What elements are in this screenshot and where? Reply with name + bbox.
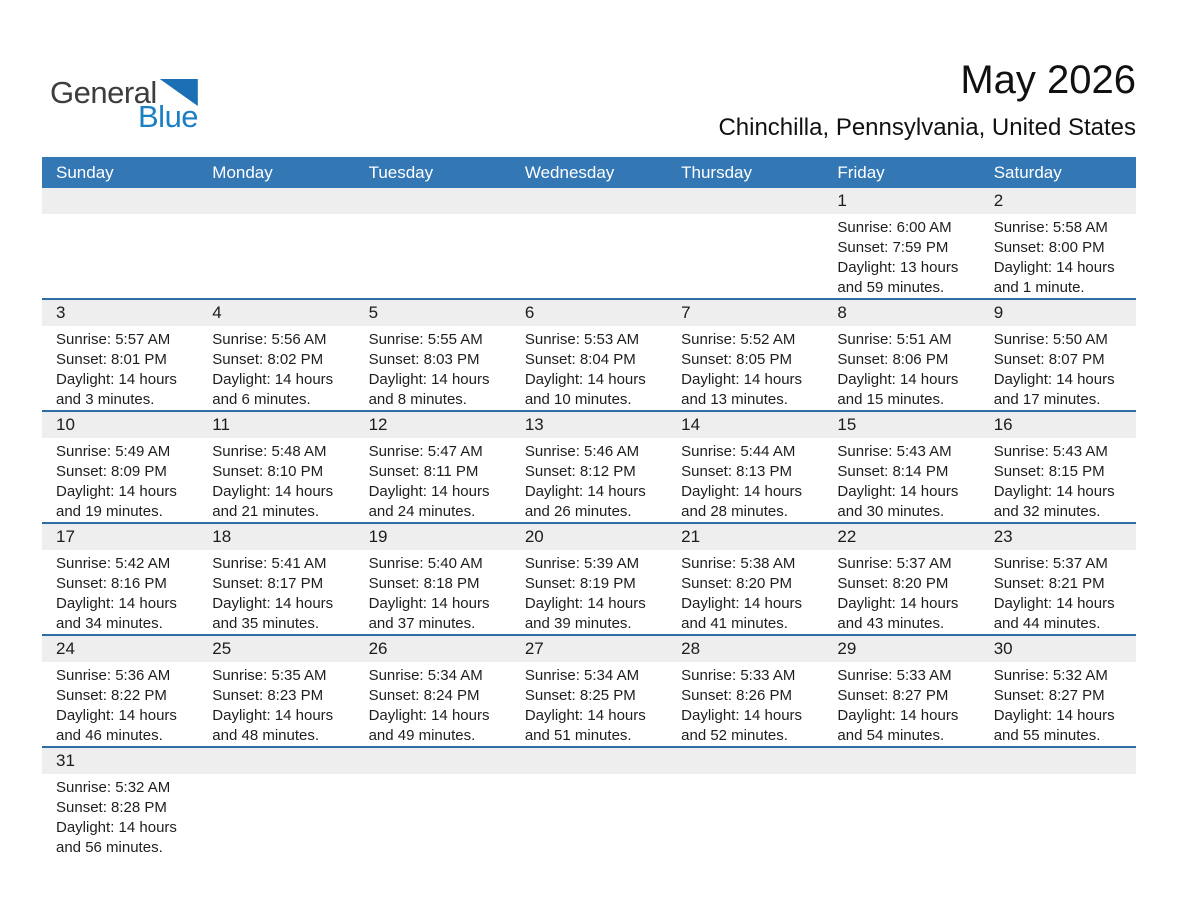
title-block xyxy=(718,58,1136,142)
sunrise-text: Sunrise: 5:48 AM xyxy=(212,443,327,460)
day-cell xyxy=(667,412,823,522)
day-number: 13 xyxy=(511,412,667,438)
daylight-text: Daylight: 14 hours and 13 minutes. xyxy=(681,371,803,408)
sunset-text: Sunset: 8:04 PM xyxy=(524,351,636,368)
sunrise-text: Sunrise: 5:37 AM xyxy=(993,555,1108,572)
sunset-text: Sunset: 8:13 PM xyxy=(681,463,793,480)
day-cell xyxy=(355,524,511,634)
sunset-text: Sunset: 8:16 PM xyxy=(56,575,167,592)
sunset-text: Sunset: 8:10 PM xyxy=(212,463,324,480)
day-details xyxy=(42,326,198,410)
day-details xyxy=(198,550,354,634)
logo-text-blue: Blue xyxy=(138,99,199,134)
sunrise-text: Sunrise: 5:39 AM xyxy=(524,555,640,572)
empty-day-cell xyxy=(198,748,354,858)
daylight-text: Daylight: 13 hours and 59 minutes. xyxy=(837,259,959,296)
sunrise-text: Sunrise: 5:33 AM xyxy=(681,667,796,684)
day-number-empty xyxy=(511,188,667,214)
daylight-text: Daylight: 14 hours and 15 minutes. xyxy=(837,371,959,408)
day-cell xyxy=(355,636,511,746)
sunset-text: Sunset: 8:27 PM xyxy=(993,687,1105,704)
day-details xyxy=(980,214,1136,298)
daylight-text: Daylight: 14 hours and 6 minutes. xyxy=(212,371,334,408)
day-details xyxy=(511,438,667,522)
sunset-text: Sunset: 7:59 PM xyxy=(837,239,949,256)
weekday-header-friday: Friday xyxy=(837,162,885,182)
sunrise-text: Sunrise: 5:46 AM xyxy=(524,443,640,460)
day-cell xyxy=(980,636,1136,746)
day-details xyxy=(355,662,511,746)
day-number: 10 xyxy=(42,412,198,438)
day-cell xyxy=(42,636,198,746)
sunrise-text: Sunrise: 5:43 AM xyxy=(837,443,952,460)
day-number-empty xyxy=(198,748,354,774)
daylight-text: Daylight: 14 hours and 1 minute. xyxy=(993,259,1115,296)
day-number: 26 xyxy=(355,636,511,662)
day-cell xyxy=(980,412,1136,522)
day-number: 27 xyxy=(511,636,667,662)
day-number: 28 xyxy=(667,636,823,662)
daylight-text: Daylight: 14 hours and 55 minutes. xyxy=(993,707,1115,744)
calendar-table xyxy=(42,157,1136,858)
day-number: 7 xyxy=(667,300,823,326)
day-number-empty xyxy=(42,188,198,214)
daylight-text: Daylight: 14 hours and 49 minutes. xyxy=(368,707,490,744)
day-number: 31 xyxy=(42,748,198,774)
day-details xyxy=(355,438,511,522)
daylight-text: Daylight: 14 hours and 37 minutes. xyxy=(368,595,490,632)
empty-day-cell xyxy=(511,748,667,858)
empty-day-cell xyxy=(198,188,354,298)
sunrise-text: Sunrise: 5:43 AM xyxy=(993,443,1108,460)
day-details xyxy=(355,550,511,634)
day-number-empty xyxy=(667,188,823,214)
empty-day-cell xyxy=(667,748,823,858)
empty-day-cell xyxy=(980,748,1136,858)
day-number: 15 xyxy=(823,412,979,438)
day-details xyxy=(42,438,198,522)
day-number: 1 xyxy=(823,188,979,214)
day-details xyxy=(667,438,823,522)
sunrise-text: Sunrise: 5:52 AM xyxy=(681,331,796,348)
sunset-text: Sunset: 8:20 PM xyxy=(681,575,793,592)
weekday-header-thursday: Thursday xyxy=(681,162,753,182)
weekday-header-saturday: Saturday xyxy=(993,162,1062,182)
daylight-text: Daylight: 14 hours and 19 minutes. xyxy=(56,483,177,520)
day-number: 2 xyxy=(980,188,1136,214)
sunrise-text: Sunrise: 5:34 AM xyxy=(368,667,483,684)
sunset-text: Sunset: 8:21 PM xyxy=(993,575,1105,592)
day-cell xyxy=(823,300,979,410)
sunset-text: Sunset: 8:03 PM xyxy=(368,351,480,368)
sunrise-text: Sunrise: 5:41 AM xyxy=(212,555,327,572)
day-cell xyxy=(823,188,979,298)
sunrise-text: Sunrise: 5:44 AM xyxy=(681,443,796,460)
day-details xyxy=(823,662,979,746)
sunrise-text: Sunrise: 5:34 AM xyxy=(524,667,640,684)
sunset-text: Sunset: 8:15 PM xyxy=(993,463,1105,480)
sunrise-text: Sunrise: 5:42 AM xyxy=(56,555,171,572)
day-details xyxy=(198,326,354,410)
sunrise-text: Sunrise: 5:57 AM xyxy=(56,331,171,348)
day-details xyxy=(823,550,979,634)
daylight-text: Daylight: 14 hours and 28 minutes. xyxy=(681,483,803,520)
daylight-text: Daylight: 14 hours and 21 minutes. xyxy=(212,483,334,520)
sunset-text: Sunset: 8:02 PM xyxy=(212,351,324,368)
day-details xyxy=(42,550,198,634)
sunrise-text: Sunrise: 5:40 AM xyxy=(368,555,483,572)
day-cell xyxy=(980,188,1136,298)
sunset-text: Sunset: 8:22 PM xyxy=(56,687,167,704)
day-number: 4 xyxy=(198,300,354,326)
weekday-header-row xyxy=(42,157,1136,188)
day-number: 22 xyxy=(823,524,979,550)
day-cell xyxy=(355,300,511,410)
sunset-text: Sunset: 8:00 PM xyxy=(993,239,1105,256)
week-row xyxy=(42,522,1136,634)
day-number: 23 xyxy=(980,524,1136,550)
sunset-text: Sunset: 8:11 PM xyxy=(368,463,479,480)
day-details xyxy=(823,326,979,410)
sunrise-text: Sunrise: 5:36 AM xyxy=(56,667,171,684)
logo-text-general: General xyxy=(50,75,157,110)
day-number-empty xyxy=(511,748,667,774)
day-cell xyxy=(511,300,667,410)
sunset-text: Sunset: 8:25 PM xyxy=(524,687,636,704)
day-number: 3 xyxy=(42,300,198,326)
sunset-text: Sunset: 8:20 PM xyxy=(837,575,949,592)
sunrise-text: Sunrise: 5:50 AM xyxy=(993,331,1108,348)
location-subtitle: Chinchilla, Pennsylvania, United States xyxy=(718,114,1136,141)
sunrise-text: Sunrise: 5:35 AM xyxy=(212,667,327,684)
day-details xyxy=(823,214,979,298)
sunset-text: Sunset: 8:05 PM xyxy=(681,351,793,368)
day-details xyxy=(667,326,823,410)
empty-day-cell xyxy=(42,188,198,298)
day-cell xyxy=(823,636,979,746)
week-row xyxy=(42,410,1136,522)
daylight-text: Daylight: 14 hours and 54 minutes. xyxy=(837,707,959,744)
day-details xyxy=(198,662,354,746)
sunset-text: Sunset: 8:12 PM xyxy=(524,463,636,480)
day-number-empty xyxy=(980,748,1136,774)
day-cell xyxy=(511,524,667,634)
sunrise-text: Sunrise: 5:53 AM xyxy=(524,331,640,348)
day-cell xyxy=(823,524,979,634)
daylight-text: Daylight: 14 hours and 39 minutes. xyxy=(524,595,646,632)
day-number-empty xyxy=(198,188,354,214)
day-details xyxy=(980,326,1136,410)
sunrise-text: Sunrise: 5:47 AM xyxy=(368,443,483,460)
sunrise-text: Sunrise: 5:32 AM xyxy=(56,779,171,796)
empty-day-cell xyxy=(823,748,979,858)
day-number: 20 xyxy=(511,524,667,550)
day-number: 18 xyxy=(198,524,354,550)
day-number: 8 xyxy=(823,300,979,326)
day-number: 9 xyxy=(980,300,1136,326)
week-row xyxy=(42,298,1136,410)
day-cell xyxy=(511,412,667,522)
calendar-body xyxy=(42,188,1136,858)
day-details xyxy=(198,438,354,522)
day-number: 12 xyxy=(355,412,511,438)
daylight-text: Daylight: 14 hours and 44 minutes. xyxy=(993,595,1115,632)
week-row xyxy=(42,746,1136,858)
day-number: 17 xyxy=(42,524,198,550)
daylight-text: Daylight: 14 hours and 51 minutes. xyxy=(524,707,646,744)
sunset-text: Sunset: 8:19 PM xyxy=(524,575,636,592)
day-cell xyxy=(667,300,823,410)
sunrise-text: Sunrise: 5:51 AM xyxy=(837,331,952,348)
weekday-header-wednesday: Wednesday xyxy=(524,162,615,182)
day-number: 11 xyxy=(198,412,354,438)
day-cell xyxy=(980,300,1136,410)
empty-day-cell xyxy=(667,188,823,298)
sunrise-text: Sunrise: 5:32 AM xyxy=(993,667,1108,684)
sunrise-text: Sunrise: 5:33 AM xyxy=(837,667,952,684)
daylight-text: Daylight: 14 hours and 8 minutes. xyxy=(368,371,490,408)
day-cell xyxy=(667,524,823,634)
sunset-text: Sunset: 8:23 PM xyxy=(212,687,324,704)
daylight-text: Daylight: 14 hours and 32 minutes. xyxy=(993,483,1115,520)
sunset-text: Sunset: 8:27 PM xyxy=(837,687,949,704)
week-row xyxy=(42,188,1136,298)
day-number: 30 xyxy=(980,636,1136,662)
day-cell xyxy=(42,524,198,634)
sunset-text: Sunset: 8:18 PM xyxy=(368,575,480,592)
day-details xyxy=(980,662,1136,746)
day-cell xyxy=(511,636,667,746)
weekday-header-sunday: Sunday xyxy=(56,162,114,182)
day-cell xyxy=(42,748,198,858)
sunset-text: Sunset: 8:06 PM xyxy=(837,351,949,368)
sunset-text: Sunset: 8:17 PM xyxy=(212,575,324,592)
day-details xyxy=(667,550,823,634)
month-title: May 2026 xyxy=(960,58,1136,102)
daylight-text: Daylight: 14 hours and 43 minutes. xyxy=(837,595,959,632)
daylight-text: Daylight: 14 hours and 24 minutes. xyxy=(368,483,490,520)
day-details xyxy=(511,326,667,410)
day-details xyxy=(980,438,1136,522)
sunset-text: Sunset: 8:26 PM xyxy=(681,687,793,704)
day-number: 19 xyxy=(355,524,511,550)
day-number: 29 xyxy=(823,636,979,662)
sunrise-text: Sunrise: 6:00 AM xyxy=(837,219,952,236)
daylight-text: Daylight: 14 hours and 30 minutes. xyxy=(837,483,959,520)
daylight-text: Daylight: 14 hours and 56 minutes. xyxy=(56,819,177,856)
empty-day-cell xyxy=(511,188,667,298)
day-number-empty xyxy=(667,748,823,774)
sunset-text: Sunset: 8:28 PM xyxy=(56,799,167,816)
day-number-empty xyxy=(823,748,979,774)
day-number: 6 xyxy=(511,300,667,326)
daylight-text: Daylight: 14 hours and 48 minutes. xyxy=(212,707,334,744)
day-number: 14 xyxy=(667,412,823,438)
daylight-text: Daylight: 14 hours and 52 minutes. xyxy=(681,707,803,744)
day-cell xyxy=(198,300,354,410)
sunset-text: Sunset: 8:07 PM xyxy=(993,351,1105,368)
day-details xyxy=(511,550,667,634)
sunset-text: Sunset: 8:09 PM xyxy=(56,463,167,480)
sunrise-text: Sunrise: 5:58 AM xyxy=(993,219,1108,236)
day-cell xyxy=(42,300,198,410)
day-details xyxy=(42,774,198,858)
daylight-text: Daylight: 14 hours and 3 minutes. xyxy=(56,371,177,408)
sunrise-text: Sunrise: 5:49 AM xyxy=(56,443,171,460)
day-details xyxy=(42,662,198,746)
day-number: 21 xyxy=(667,524,823,550)
day-cell xyxy=(42,412,198,522)
sunset-text: Sunset: 8:24 PM xyxy=(368,687,480,704)
sunrise-text: Sunrise: 5:38 AM xyxy=(681,555,796,572)
daylight-text: Daylight: 14 hours and 41 minutes. xyxy=(681,595,803,632)
day-cell xyxy=(667,636,823,746)
daylight-text: Daylight: 14 hours and 46 minutes. xyxy=(56,707,177,744)
day-cell xyxy=(823,412,979,522)
day-cell xyxy=(198,636,354,746)
daylight-text: Daylight: 14 hours and 35 minutes. xyxy=(212,595,334,632)
daylight-text: Daylight: 14 hours and 26 minutes. xyxy=(524,483,646,520)
day-cell xyxy=(980,524,1136,634)
sunrise-text: Sunrise: 5:55 AM xyxy=(368,331,483,348)
day-number: 5 xyxy=(355,300,511,326)
daylight-text: Daylight: 14 hours and 17 minutes. xyxy=(993,371,1115,408)
sunrise-text: Sunrise: 5:37 AM xyxy=(837,555,952,572)
sunset-text: Sunset: 8:01 PM xyxy=(56,351,167,368)
day-number: 24 xyxy=(42,636,198,662)
day-details xyxy=(667,662,823,746)
daylight-text: Daylight: 14 hours and 10 minutes. xyxy=(524,371,646,408)
day-number-empty xyxy=(355,748,511,774)
weekday-header-tuesday: Tuesday xyxy=(368,162,434,182)
day-cell xyxy=(355,412,511,522)
sunrise-text: Sunrise: 5:56 AM xyxy=(212,331,327,348)
general-blue-logo xyxy=(50,76,198,132)
empty-day-cell xyxy=(355,748,511,858)
day-number: 25 xyxy=(198,636,354,662)
day-details xyxy=(511,662,667,746)
day-details xyxy=(980,550,1136,634)
weekday-header-monday: Monday xyxy=(212,162,273,182)
day-details xyxy=(355,326,511,410)
day-cell xyxy=(198,412,354,522)
day-number-empty xyxy=(355,188,511,214)
day-cell xyxy=(198,524,354,634)
day-number: 16 xyxy=(980,412,1136,438)
daylight-text: Daylight: 14 hours and 34 minutes. xyxy=(56,595,177,632)
empty-day-cell xyxy=(355,188,511,298)
week-row xyxy=(42,634,1136,746)
day-details xyxy=(823,438,979,522)
sunset-text: Sunset: 8:14 PM xyxy=(837,463,949,480)
